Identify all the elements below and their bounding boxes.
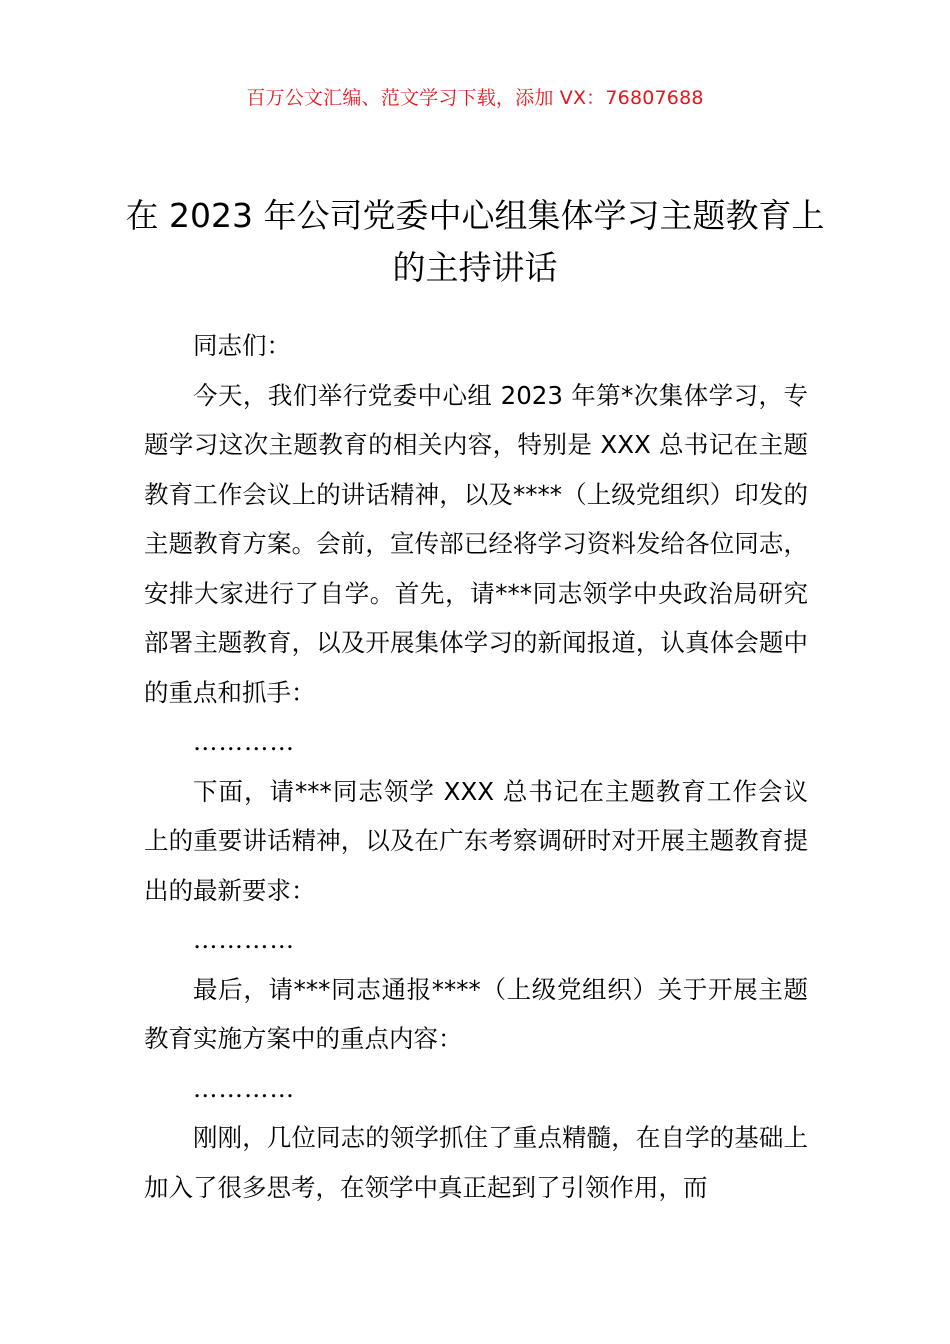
- ellipsis-paragraph: …………: [193, 727, 295, 756]
- header-watermark-note: 百万公文汇编、范文学习下载，添加 VX：76807688: [246, 87, 704, 109]
- body-paragraph: 最后，请***同志通报****（上级党组织）关于开展主题教育实施方案中的重点内容：: [144, 974, 808, 1053]
- ellipsis-paragraph: …………: [193, 925, 295, 954]
- body-paragraph: 刚刚，几位同志的领学抓住了重点精髓，在自学的基础上加入了很多思考，在领学中真正起到了引领作用，而: [144, 1123, 808, 1202]
- body-paragraph: 今天，我们举行党委中心组 2023 年第*次集体学习，专题学习这次主题教育的相关内容，特别是 XXX 总书记在主题教育工作会议上的讲话精神，以及****（上级党组织）印发的主题教育方案。会前，宣传部已经将学习资料发给各位同志，安排大家进行了自学。首先，请***同志领学中央政治局研究部署主题教育，以及开展集体学习的新闻报道，认真体会题中的重点和抓手：: [144, 380, 808, 707]
- body-paragraph: 下面，请***同志领学 XXX 总书记在主题教育工作会议上的重要讲话精神，以及在广东考察调研时对开展主题教育提出的最新要求：: [144, 776, 808, 905]
- document-title: 在 2023 年公司党委中心组集体学习主题教育上的主持讲话: [125, 196, 825, 288]
- document-body: [144, 321, 808, 1212]
- salutation-paragraph: 同志们：: [193, 331, 291, 360]
- ellipsis-paragraph: …………: [193, 1073, 295, 1103]
